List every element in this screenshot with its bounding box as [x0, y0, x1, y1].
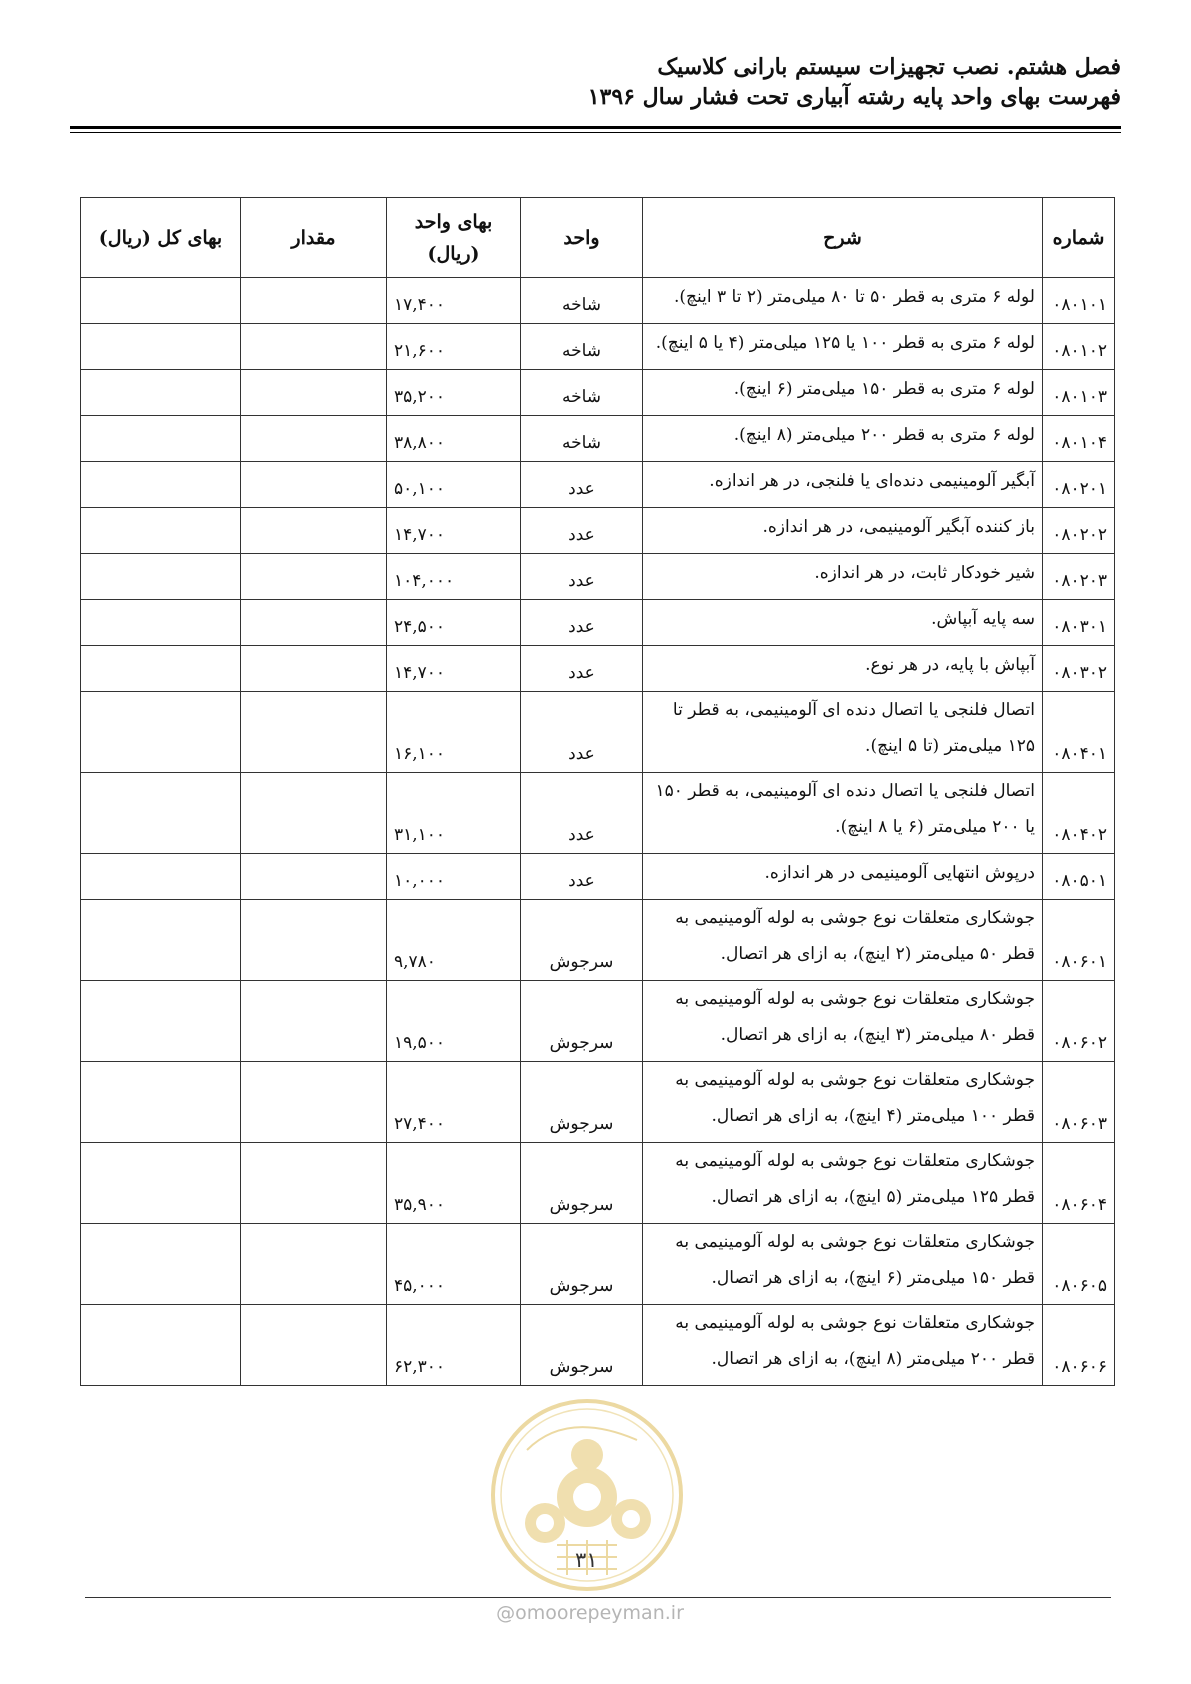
- item-code-text: ۰۸۰۶۰۵: [1052, 1276, 1107, 1296]
- item-code: [1043, 600, 1115, 646]
- table-row: [81, 646, 1115, 692]
- item-description-text: جوشکاری متعلقات نوع جوشی به لوله آلومینیمی به قطر ۱۵۰ میلی‌متر (۶ اینچ)، به ازای هر اتصال.: [675, 1232, 1035, 1288]
- item-unit-price-text: ۳۵,۲۰۰: [394, 387, 446, 407]
- item-description: [643, 600, 1043, 646]
- item-unit-price-text: ۲۷,۴۰۰: [394, 1114, 446, 1134]
- item-unit: [521, 600, 643, 646]
- item-total-price: [81, 416, 241, 462]
- item-quantity: [241, 773, 387, 854]
- item-code: [1043, 370, 1115, 416]
- table-row: [81, 324, 1115, 370]
- item-code-text: ۰۸۰۶۰۲: [1052, 1033, 1107, 1053]
- item-description-text: جوشکاری متعلقات نوع جوشی به لوله آلومینیمی به قطر ۲۰۰ میلی‌متر (۸ اینچ)، به ازای هر اتصال.: [675, 1313, 1035, 1369]
- item-code: [1043, 324, 1115, 370]
- table-row: [81, 370, 1115, 416]
- col-header-unit: واحد: [521, 198, 643, 278]
- item-code-text: ۰۸۰۶۰۴: [1052, 1195, 1107, 1215]
- item-total-price: [81, 646, 241, 692]
- item-total-price: [81, 981, 241, 1062]
- price-table: [80, 197, 1115, 1386]
- item-quantity: [241, 1143, 387, 1224]
- table-row: [81, 1305, 1115, 1386]
- item-description-text: سه پایه آبپاش.: [931, 609, 1035, 629]
- item-unit-price: [387, 854, 521, 900]
- item-description-text: جوشکاری متعلقات نوع جوشی به لوله آلومینیمی به قطر ۱۰۰ میلی‌متر (۴ اینچ)، به ازای هر اتصال.: [675, 1070, 1035, 1126]
- item-unit-text: عدد: [568, 663, 595, 683]
- item-unit-text: شاخه: [561, 295, 602, 315]
- item-total-price: [81, 324, 241, 370]
- item-unit-text: عدد: [568, 871, 595, 891]
- item-code-text: ۰۸۰۲۰۳: [1052, 571, 1107, 591]
- item-unit-text: شاخه: [561, 341, 602, 361]
- item-unit-text: عدد: [568, 744, 595, 764]
- item-unit-price: [387, 1224, 521, 1305]
- table-row: [81, 462, 1115, 508]
- item-unit-price-text: ۹,۷۸۰: [394, 952, 436, 972]
- item-code-text: ۰۸۰۵۰۱: [1052, 871, 1107, 891]
- item-code-text: ۰۸۰۴۰۱: [1052, 744, 1107, 764]
- table-row: [81, 600, 1115, 646]
- item-unit-price: [387, 1143, 521, 1224]
- item-unit-price: [387, 324, 521, 370]
- item-code: [1043, 416, 1115, 462]
- item-code: [1043, 554, 1115, 600]
- item-total-price: [81, 692, 241, 773]
- item-code: [1043, 1143, 1115, 1224]
- item-unit-price: [387, 692, 521, 773]
- item-description-text: آبپاش با پایه، در هر نوع.: [865, 655, 1035, 675]
- item-unit-text: عدد: [568, 825, 595, 845]
- item-unit-price-text: ۳۵,۹۰۰: [394, 1195, 446, 1215]
- item-unit-price-text: ۴۵,۰۰۰: [394, 1276, 446, 1296]
- item-description: [643, 508, 1043, 554]
- item-unit: [521, 1143, 643, 1224]
- table-row: [81, 508, 1115, 554]
- item-total-price: [81, 1143, 241, 1224]
- item-unit-text: سرجوش: [549, 1195, 614, 1215]
- item-total-price: [81, 508, 241, 554]
- item-quantity: [241, 416, 387, 462]
- item-unit-price: [387, 370, 521, 416]
- item-code: [1043, 1224, 1115, 1305]
- item-code-text: ۰۸۰۶۰۶: [1052, 1357, 1107, 1377]
- item-unit-text: عدد: [568, 617, 595, 637]
- item-unit-text: عدد: [568, 525, 595, 545]
- item-unit-price: [387, 646, 521, 692]
- item-unit: [521, 646, 643, 692]
- item-description: [643, 981, 1043, 1062]
- item-code: [1043, 692, 1115, 773]
- table-header-row: [81, 198, 1115, 278]
- item-description-text: لوله ۶ متری به قطر ۵۰ تا ۸۰ میلی‌متر (۲ تا ۳ اینچ).: [674, 287, 1035, 307]
- item-unit-price-text: ۳۸,۸۰۰: [394, 433, 446, 453]
- item-description: [643, 646, 1043, 692]
- item-quantity: [241, 646, 387, 692]
- item-unit-price-text: ۱۴,۷۰۰: [394, 663, 446, 683]
- table-row: [81, 854, 1115, 900]
- item-unit-price-text: ۲۱,۶۰۰: [394, 341, 446, 361]
- item-unit-text: شاخه: [561, 387, 602, 407]
- item-code-text: ۰۸۰۶۰۳: [1052, 1114, 1107, 1134]
- item-unit-price: [387, 773, 521, 854]
- item-code: [1043, 900, 1115, 981]
- table-row: [81, 981, 1115, 1062]
- col-header-unit-price-line1: بهای واحد: [414, 210, 493, 233]
- item-description: [643, 1062, 1043, 1143]
- document-title: فهرست بهای واحد پایه رشته آبیاری تحت فشار سال ۱۳۹۶: [587, 84, 1121, 110]
- item-unit: [521, 278, 643, 324]
- item-unit-price-text: ۳۱,۱۰۰: [394, 825, 446, 845]
- item-description: [643, 554, 1043, 600]
- item-unit-price: [387, 900, 521, 981]
- item-unit: [521, 462, 643, 508]
- item-unit: [521, 554, 643, 600]
- item-description: [643, 1224, 1043, 1305]
- item-quantity: [241, 600, 387, 646]
- item-code: [1043, 854, 1115, 900]
- table-row: [81, 554, 1115, 600]
- website-watermark: @omoorepeyman.ir: [496, 1602, 684, 1624]
- item-code-text: ۰۸۰۱۰۴: [1052, 433, 1107, 453]
- item-unit-text: سرجوش: [549, 1276, 614, 1296]
- item-code: [1043, 1062, 1115, 1143]
- item-total-price: [81, 554, 241, 600]
- item-unit-price: [387, 278, 521, 324]
- item-description: [643, 692, 1043, 773]
- item-description: [643, 416, 1043, 462]
- item-quantity: [241, 692, 387, 773]
- item-unit-text: سرجوش: [549, 1033, 614, 1053]
- table-row: [81, 1143, 1115, 1224]
- item-description: [643, 278, 1043, 324]
- item-total-price: [81, 278, 241, 324]
- item-code: [1043, 462, 1115, 508]
- item-quantity: [241, 981, 387, 1062]
- item-unit: [521, 981, 643, 1062]
- item-unit-price-text: ۵۰,۱۰۰: [394, 479, 446, 499]
- table-row: [81, 692, 1115, 773]
- item-description-text: اتصال فلنجی یا اتصال دنده ای آلومینیمی، به قطر ۱۵۰ یا ۲۰۰ میلی‌متر (۶ یا ۸ اینچ).: [655, 781, 1035, 837]
- item-description: [643, 1305, 1043, 1386]
- item-description: [643, 773, 1043, 854]
- col-header-unit-price: [387, 198, 521, 278]
- item-quantity: [241, 324, 387, 370]
- item-unit-price-text: ۱۷,۴۰۰: [394, 295, 446, 315]
- item-code: [1043, 508, 1115, 554]
- item-code-text: ۰۸۰۱۰۳: [1052, 387, 1107, 407]
- item-description: [643, 1143, 1043, 1224]
- item-unit-text: عدد: [568, 479, 595, 499]
- item-total-price: [81, 370, 241, 416]
- item-description-text: جوشکاری متعلقات نوع جوشی به لوله آلومینیمی به قطر ۵۰ میلی‌متر (۲ اینچ)، به ازای هر اتصال.: [675, 908, 1035, 964]
- item-quantity: [241, 1305, 387, 1386]
- item-unit: [521, 854, 643, 900]
- item-unit: [521, 324, 643, 370]
- table-row: [81, 278, 1115, 324]
- item-unit-text: شاخه: [561, 433, 602, 453]
- item-unit-price: [387, 600, 521, 646]
- item-code-text: ۰۸۰۲۰۱: [1052, 479, 1107, 499]
- item-unit-price-text: ۱۶,۱۰۰: [394, 744, 446, 764]
- item-quantity: [241, 900, 387, 981]
- col-header-qty: مقدار: [241, 198, 387, 278]
- header-rule-thin: [70, 132, 1121, 133]
- item-total-price: [81, 854, 241, 900]
- col-header-desc: شرح: [643, 198, 1043, 278]
- item-code: [1043, 1305, 1115, 1386]
- item-code-text: ۰۸۰۳۰۱: [1052, 617, 1107, 637]
- item-quantity: [241, 462, 387, 508]
- item-code: [1043, 278, 1115, 324]
- item-unit-price-text: ۱۰۴,۰۰۰: [394, 571, 455, 591]
- footer-rule: [85, 1597, 1111, 1598]
- item-unit: [521, 692, 643, 773]
- item-description-text: جوشکاری متعلقات نوع جوشی به لوله آلومینیمی به قطر ۱۲۵ میلی‌متر (۵ اینچ)، به ازای هر اتصال.: [675, 1151, 1035, 1207]
- item-quantity: [241, 508, 387, 554]
- item-unit-price-text: ۱۹,۵۰۰: [394, 1033, 446, 1053]
- item-unit: [521, 1062, 643, 1143]
- item-description-text: لوله ۶ متری به قطر ۱۰۰ یا ۱۲۵ میلی‌متر (۴ یا ۵ اینچ).: [655, 333, 1035, 353]
- header-rule-thick: [70, 126, 1121, 129]
- item-unit-text: عدد: [568, 571, 595, 591]
- chapter-title: فصل هشتم. نصب تجهیزات سیستم بارانی کلاسیک: [657, 54, 1121, 80]
- item-unit-price: [387, 554, 521, 600]
- item-unit: [521, 508, 643, 554]
- item-total-price: [81, 1305, 241, 1386]
- item-description-text: درپوش انتهایی آلومینیمی در هر اندازه.: [764, 863, 1035, 883]
- item-quantity: [241, 370, 387, 416]
- item-quantity: [241, 278, 387, 324]
- item-description-text: آبگیر آلومینیمی دنده‌ای یا فلنجی، در هر اندازه.: [709, 471, 1035, 491]
- table-row: [81, 1062, 1115, 1143]
- item-unit: [521, 1305, 643, 1386]
- item-unit-price: [387, 416, 521, 462]
- item-quantity: [241, 1224, 387, 1305]
- item-quantity: [241, 1062, 387, 1143]
- item-description-text: لوله ۶ متری به قطر ۱۵۰ میلی‌متر (۶ اینچ).: [733, 379, 1035, 399]
- item-unit-price: [387, 508, 521, 554]
- item-description: [643, 370, 1043, 416]
- item-unit-price: [387, 981, 521, 1062]
- col-header-code: شماره: [1043, 198, 1115, 278]
- item-unit-price-text: ۲۴,۵۰۰: [394, 617, 446, 637]
- item-unit-text: سرجوش: [549, 1114, 614, 1134]
- item-total-price: [81, 900, 241, 981]
- item-description-text: لوله ۶ متری به قطر ۲۰۰ میلی‌متر (۸ اینچ).: [733, 425, 1035, 445]
- item-total-price: [81, 1224, 241, 1305]
- item-code-text: ۰۸۰۳۰۲: [1052, 663, 1107, 683]
- item-total-price: [81, 600, 241, 646]
- item-quantity: [241, 554, 387, 600]
- item-description: [643, 900, 1043, 981]
- item-total-price: [81, 462, 241, 508]
- item-description-text: اتصال فلنجی یا اتصال دنده ای آلومینیمی، به قطر تا ۱۲۵ میلی‌متر (تا ۵ اینچ).: [672, 700, 1035, 756]
- item-unit: [521, 370, 643, 416]
- item-code-text: ۰۸۰۱۰۲: [1052, 341, 1107, 361]
- item-code-text: ۰۸۰۱۰۱: [1052, 295, 1107, 315]
- item-unit: [521, 416, 643, 462]
- item-description-text: جوشکاری متعلقات نوع جوشی به لوله آلومینیمی به قطر ۸۰ میلی‌متر (۳ اینچ)، به ازای هر اتصال.: [675, 989, 1035, 1045]
- item-unit-price: [387, 1062, 521, 1143]
- col-header-total: بهای کل (ریال): [81, 198, 241, 278]
- table-row: [81, 1224, 1115, 1305]
- item-total-price: [81, 1062, 241, 1143]
- item-code-text: ۰۸۰۲۰۲: [1052, 525, 1107, 545]
- item-description-text: شیر خودکار ثابت، در هر اندازه.: [814, 563, 1035, 583]
- item-unit-price-text: ۶۲,۳۰۰: [394, 1357, 446, 1377]
- item-unit: [521, 1224, 643, 1305]
- table-row: [81, 900, 1115, 981]
- item-description-text: باز کننده آبگیر آلومینیمی، در هر اندازه.: [762, 517, 1035, 537]
- page-number: ۳۱: [575, 1548, 598, 1572]
- item-unit-text: سرجوش: [549, 1357, 614, 1377]
- item-code: [1043, 981, 1115, 1062]
- item-total-price: [81, 773, 241, 854]
- item-quantity: [241, 854, 387, 900]
- table-row: [81, 416, 1115, 462]
- item-description: [643, 462, 1043, 508]
- item-code-text: ۰۸۰۶۰۱: [1052, 952, 1107, 972]
- item-description: [643, 854, 1043, 900]
- item-unit-price-text: ۱۴,۷۰۰: [394, 525, 446, 545]
- item-code: [1043, 773, 1115, 854]
- item-unit: [521, 773, 643, 854]
- item-unit-price: [387, 462, 521, 508]
- item-code: [1043, 646, 1115, 692]
- item-code-text: ۰۸۰۴۰۲: [1052, 825, 1107, 845]
- item-unit: [521, 900, 643, 981]
- item-unit-price: [387, 1305, 521, 1386]
- item-unit-price-text: ۱۰,۰۰۰: [394, 871, 446, 891]
- page-header: [70, 52, 1121, 112]
- table-body: [81, 278, 1115, 1386]
- table-row: [81, 773, 1115, 854]
- item-description: [643, 324, 1043, 370]
- item-unit-text: سرجوش: [549, 952, 614, 972]
- col-header-unit-price-line2: (ریال): [427, 242, 480, 265]
